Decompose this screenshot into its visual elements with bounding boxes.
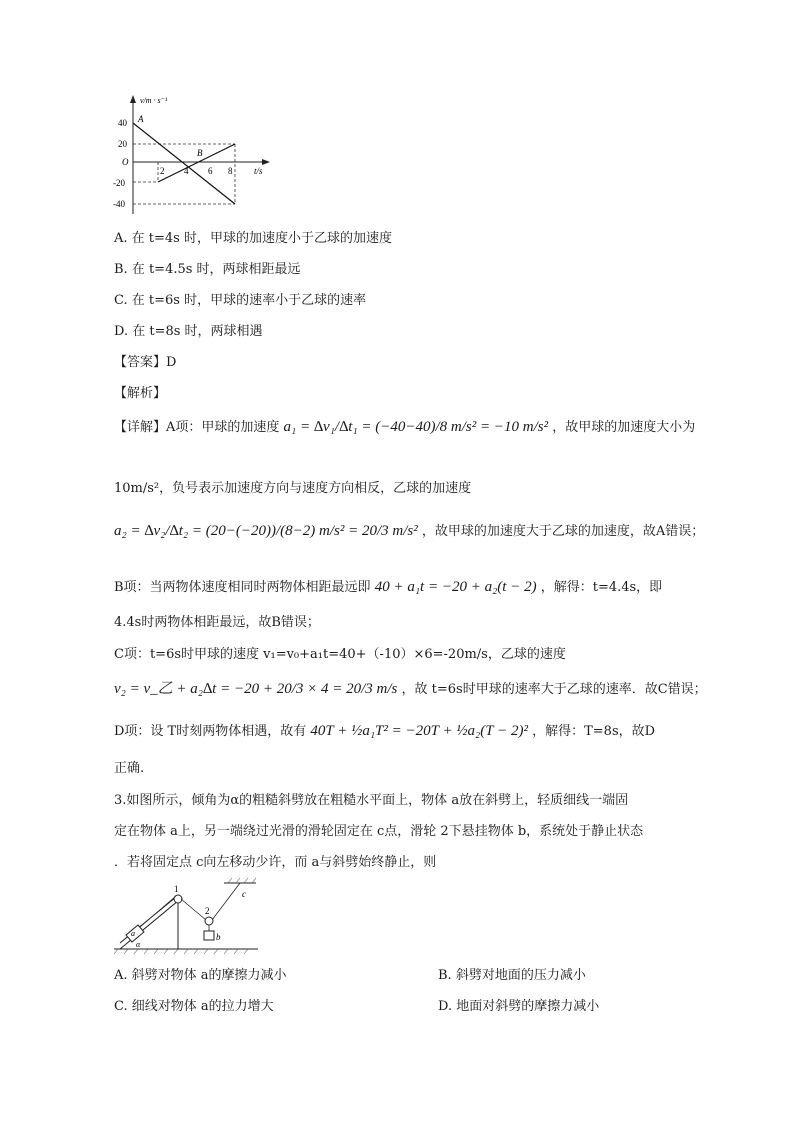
detail-a2-suffix: ，故甲球的加速度大于乙球的加速度，故A错误； <box>421 524 705 539</box>
option-q3-c[interactable]: C. 细线对物体 a的拉力增大 <box>114 999 274 1014</box>
label-pulley-2: 2 <box>205 906 210 916</box>
meet-condition-formula: 40 + a₁t = −20 + a₂(t − 2) <box>374 579 537 595</box>
detail-c-line2 <box>114 680 707 699</box>
label-block-a: a <box>131 929 135 938</box>
accel-a1-formula: a₁ = ∆v₁/∆t₁ = (−40−40)/8 m/s² = −10 m/s² <box>283 419 549 435</box>
meeting-formula: 40T + ½a₁T² = −20T + ½a₂(T − 2)² <box>310 723 528 739</box>
x-axis-label: t/s <box>254 166 263 176</box>
detail-c-suffix: ，故 t=6s时甲球的速率大于乙球的速率．故C错误； <box>401 682 707 697</box>
line-b-label: B <box>197 148 203 158</box>
detail-b-suffix: ，解得：t=4.4s，即 <box>540 580 663 595</box>
string-p2-c <box>212 883 240 920</box>
label-block-b: b <box>216 932 221 942</box>
detail-d-line <box>114 722 655 741</box>
origin-label: O <box>122 157 129 167</box>
option-q2-c[interactable]: C. 在 t=6s 时，甲球的速率小于乙球的速率 <box>114 293 367 308</box>
ceiling-hatch <box>228 878 256 883</box>
x-axis-arrow <box>262 159 270 165</box>
x-tick-2: 2 <box>160 166 165 176</box>
option-q2-b[interactable]: B. 在 t=4.5s 时，两球相距最远 <box>114 262 301 277</box>
y-tick-minus20: -20 <box>113 178 125 188</box>
line-a <box>133 123 235 204</box>
detail-b-prefix: B项：当两物体速度相同时两物体相距最远即 <box>114 580 371 595</box>
string-a-p1 <box>140 896 176 927</box>
detail-a-prefix: 【详解】A项：甲球的加速度 <box>114 420 280 435</box>
velocity-v2-formula: v₂ = v_乙 + a₂∆t = −20 + 20/3 × 4 = 20/3 m/s <box>114 681 398 697</box>
detail-b-line <box>114 578 662 597</box>
y-tick-minus40: -40 <box>113 199 125 209</box>
detail-a-line2: 10m/s²，负号表示加速度方向与速度方向相反，乙球的加速度 <box>114 481 472 496</box>
pulley-2 <box>205 917 213 925</box>
incline-wedge <box>120 901 178 949</box>
analysis-title: 【解析】 <box>114 386 167 401</box>
detail-d-line2: 正确. <box>114 761 145 776</box>
string-p1-p2 <box>181 899 206 920</box>
detail-b-line2: 4.4s时两物体相距最远，故B错误； <box>114 615 320 630</box>
label-pulley-1: 1 <box>174 884 179 894</box>
line-a-label: A <box>138 114 144 124</box>
y-axis-arrow <box>130 95 136 103</box>
velocity-time-graph <box>108 92 280 217</box>
option-q2-a[interactable]: A. 在 t=4s 时，甲球的加速度小于乙球的加速度 <box>114 231 392 246</box>
y-tick-20: 20 <box>118 139 127 149</box>
label-alpha: α <box>136 940 141 949</box>
accel-a2-formula: a₂ = ∆v₂/∆t₂ = (20−(−20))/(8−2) m/s² = 20/3 m/s² <box>114 523 418 539</box>
option-q3-d[interactable]: D. 地面对斜劈的摩擦力减小 <box>438 999 600 1014</box>
y-axis-label: v/m · s⁻¹ <box>140 96 168 105</box>
ground-hatch <box>114 949 248 954</box>
block-b <box>204 931 214 940</box>
detail-d-prefix: D项：设 T时刻两物体相遇，故有 <box>114 724 307 739</box>
detail-a-suffix: ，故甲球的加速度大小为 <box>552 420 696 435</box>
detail-c-line1: C项：t=6s时甲球的速度 v₁=v₀+a₁t=40+（-10）×6=-20m/s，乙球的速度 <box>114 647 566 662</box>
answer-label: 【答案】D <box>114 355 177 370</box>
x-tick-4: 4 <box>184 166 189 176</box>
option-q3-a[interactable]: A. 斜劈对物体 a的摩擦力减小 <box>114 968 287 983</box>
option-q2-d[interactable]: D. 在 t=8s 时，两球相遇 <box>114 324 263 339</box>
detail-a2-line <box>114 522 704 541</box>
x-tick-8: 8 <box>228 166 233 176</box>
q3-stem-line1: 3.如图所示，倾角为α的粗糙斜劈放在粗糙水平面上，物体 a放在斜劈上，轻质细线一端固 <box>114 793 629 808</box>
x-tick-6: 6 <box>208 166 213 176</box>
option-q3-b[interactable]: B. 斜劈对地面的压力减小 <box>438 968 586 983</box>
detail-a-line <box>114 418 695 437</box>
q3-stem-line2: 定在物体 a上，另一端绕过光滑的滑轮固定在 c点，滑轮 2下悬挂物体 b，系统处于静止状态 <box>114 824 644 839</box>
y-tick-40: 40 <box>118 118 127 128</box>
label-point-c: c <box>242 889 246 899</box>
block-a <box>126 925 144 942</box>
q3-stem-line3: ．若将固定点 c向左移动少许，而 a与斜劈始终静止，则 <box>114 855 437 870</box>
detail-d-suffix: ，解得：T=8s，故D <box>532 724 656 739</box>
incline-pulley-figure <box>112 877 262 957</box>
